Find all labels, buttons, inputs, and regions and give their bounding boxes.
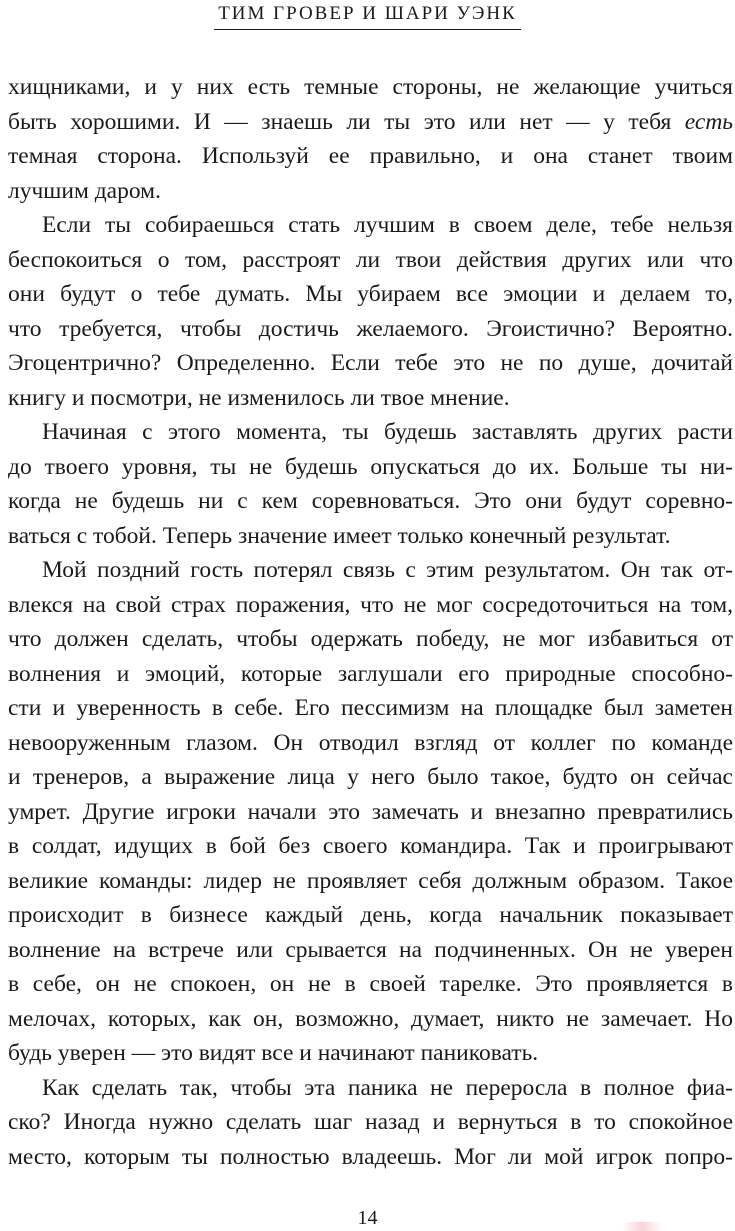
text-line: Начиная с этого момента, ты будешь заставлять других расти [42,419,733,445]
text-line: происходит в бизнесе каждый день, когда начальник показывает [8,902,733,928]
text-line: когда не будешь ни с кем соревноваться. Это они будут соревно- [8,488,733,514]
text-line: ско? Иногда нужно сделать шаг назад и вернуться в то спокойное [8,1109,733,1135]
running-title: ТИМ ГРОВЕР И ШАРИ УЭНК [214,2,521,30]
page-number: 14 [357,1207,378,1229]
italic-emphasis: есть [684,108,733,135]
text-line: в солдат, идущих в бой без своего командира. Так и проигрывают [8,833,733,859]
text-line: волнения и эмоций, которые заглушали его природные способно- [8,660,733,687]
text-line: что должен сделать, чтобы одержать победу, не мог избавиться от [8,626,733,652]
body-text [8,70,733,1174]
text-line: лучшим даром. [8,177,161,204]
text-line: сти и уверенность в себе. Его пессимизм на площадке был заметен [8,695,733,721]
text-line: умрет. Другие игроки начали это замечать и внезапно превратились [8,798,733,825]
text-line [8,105,733,140]
text-line: будь уверен — это видят все и начинают паниковать. [8,1040,539,1066]
text-line: невооруженным глазом. Он отводил взгляд от коллег по команде [8,729,733,756]
text-line: они будут о тебе думать. Мы убираем все эмоции и делаем то, [8,281,733,307]
text-line: Если ты собираешься стать лучшим в своем деле, тебе нельзя [42,212,733,238]
text-line: волнение на встрече или срывается на подчиненных. Он не уверен [8,936,733,963]
text-line: до твоего уровня, ты не будешь опускаться до их. Больше ты ни- [8,453,733,480]
running-header [0,2,735,30]
text-line: ваться с тобой. Теперь значение имеет только конечный результат. [8,522,671,549]
text-line: что требуется, чтобы достичь желаемого. Эгоистично? Вероятно. [8,315,733,342]
text-line: влекся на свой страх поражения, что не мог сосредоточиться на том, [8,591,733,618]
text-line: темная сторона. Используй ее правильно, и она станет твоим [8,143,733,169]
text-line: в себе, он не спокоен, он не в своей тарелке. Это проявляется в [8,971,733,997]
text-line: Эгоцентрично? Определенно. Если тебе это не по душе, дочитай [8,350,733,376]
text-segment: быть хорошими. И — знаешь ли ты это или нет — у тебя [8,108,685,135]
text-line: великие команды: лидер не проявляет себя должным образом. Такое [8,867,733,894]
text-line: книгу и посмотри, не изменилось ли твое мнение. [8,384,510,411]
text-line: беспокоиться о том, расстроят ли твои действия других или что [8,246,733,273]
text-line: мелочах, которых, как он, возможно, думает, никто не замечает. Но [8,1005,733,1032]
text-line: хищниками, и у них есть темные стороны, не желающие учиться [8,74,733,100]
text-line: место, которым ты полностью владеешь. Мог ли мой игрок попро- [8,1143,733,1170]
text-line: Мой поздний гость потерял связь с этим результатом. Он так от- [42,557,733,583]
scan-mark [622,1222,662,1231]
text-line: Как сделать так, чтобы эта паника не переросла в полное фиа- [42,1074,733,1101]
text-line: и тренеров, а выражение лица у него было такое, будто он сейчас [8,764,733,790]
